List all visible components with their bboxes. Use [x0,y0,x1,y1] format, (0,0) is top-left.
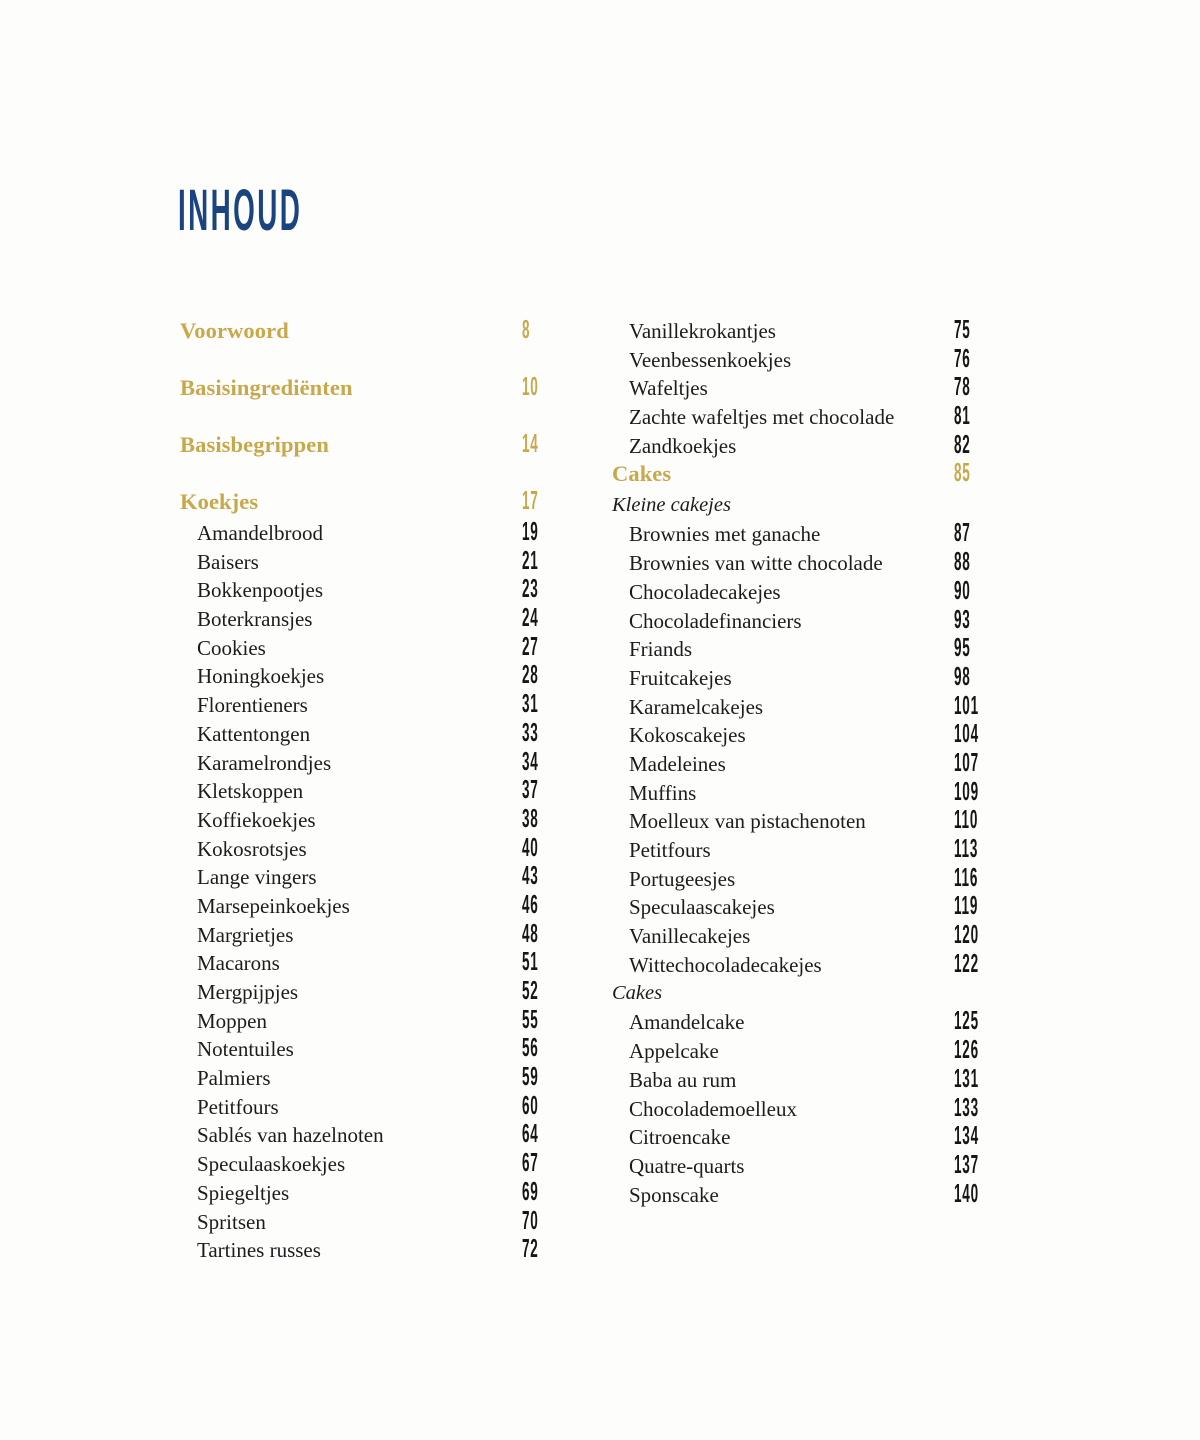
toc-entry[interactable] [180,1204,580,1238]
toc-entry[interactable] [612,689,1012,723]
toc-entry-label: Amandelbrood [197,521,323,545]
toc-entry-label: Speculaaskoekjes [197,1152,346,1177]
toc-entry-label: Appelcake [629,1039,719,1064]
toc-entry[interactable] [612,1177,1012,1211]
toc-entry-page-number: 137 [954,1148,979,1179]
toc-entry-page-number: 43 [522,860,539,891]
toc-entry-page-number: 75 [954,314,971,344]
toc-entry-label: Petitfours [629,838,711,862]
toc-entry[interactable] [612,947,1012,981]
toc-entry-label: Wittechocoladecakejes [629,952,822,977]
toc-entry-label: Florentieners [197,693,308,718]
toc-entry-label: Kokosrotsjes [197,836,307,861]
toc-entry-label: Wafeltjes [629,376,708,401]
toc-entry-label: Zachte wafeltjes met chocolade [629,405,895,430]
toc-entry[interactable] [612,718,1012,751]
toc-entry[interactable] [180,1147,580,1180]
toc-entry[interactable] [612,660,1012,694]
toc-entry[interactable] [612,342,1012,376]
toc-entry[interactable] [180,688,580,721]
toc-entry-page-number: 28 [522,659,539,690]
toc-entry[interactable] [612,1120,1012,1153]
toc-entry-page-number: 27 [522,630,539,661]
toc-entry-page-number: 116 [954,861,979,892]
toc-entry[interactable] [612,890,1012,923]
toc-entry-label: Citroencake [629,1125,731,1150]
toc-entry[interactable] [180,659,580,692]
toc-entry-label: Spiegeltjes [197,1180,290,1205]
toc-entry-page-number: 133 [954,1091,979,1122]
toc-entry-label: Fruitcakejes [629,665,732,690]
toc-entry-page-number: 21 [522,544,539,575]
toc-entry-page-number: 60 [522,1089,539,1120]
toc-entry[interactable] [180,745,580,779]
toc-entry-page-number: 98 [954,660,971,691]
toc-entry[interactable] [612,1034,1012,1067]
toc-entry-label: Palmiers [197,1066,271,1091]
toc-entry-label: Sablés van hazelnoten [197,1123,384,1148]
toc-entry[interactable] [180,946,580,979]
toc-subheading-label: Cakes [612,982,663,1005]
toc-entry[interactable] [612,428,1012,462]
toc-entry-label: Quatre-quarts [629,1153,745,1178]
toc-entry[interactable] [180,802,580,836]
toc-section-heading-page-number: 17 [522,485,539,515]
toc-entry-page-number: 134 [954,1120,979,1151]
toc-entry-label: Tartines russes [197,1238,321,1263]
toc-entry-label: Portugeesjes [629,866,736,891]
toc-entry[interactable] [612,574,1012,608]
toc-entry-label: Spritsen [197,1209,266,1234]
toc-entry-label: Kletskoppen [197,779,304,804]
toc-entry[interactable] [612,1062,1012,1096]
toc-entry-page-number: 122 [954,947,979,978]
toc-entry[interactable] [180,716,580,750]
toc-entry-label: Kokoscakejes [629,723,746,748]
toc-entry-page-number: 82 [954,428,971,459]
toc-entry-page-number: 33 [522,716,539,747]
toc-entry[interactable] [180,1003,580,1037]
toc-entry-page-number: 72 [522,1233,539,1264]
toc-section-heading-page-number: 10 [522,371,539,401]
toc-entry[interactable] [180,1233,580,1266]
toc-entry[interactable] [180,1089,580,1123]
toc-section-heading-label: Koekjes [180,489,259,514]
toc-section-heading[interactable] [180,428,580,489]
toc-entry-page-number: 24 [522,602,539,633]
toc-entry[interactable] [180,860,580,893]
toc-entry-label: Veenbessenkoekjes [629,347,792,372]
toc-entry-label: Brownies met ganache [629,522,821,547]
toc-entry[interactable] [612,1005,1012,1038]
toc-entry-page-number: 38 [522,802,539,833]
toc-entry[interactable] [180,1032,580,1065]
toc-entry-label: Friands [629,637,692,662]
toc-entry-label: Karamelcakejes [629,694,764,719]
toc-entry[interactable] [180,1175,580,1209]
toc-entry-label: Sponscake [629,1182,719,1207]
toc-entry-label: Brownies van witte chocolade [629,551,883,576]
toc-entry[interactable] [180,975,580,1008]
toc-entry-page-number: 125 [954,1005,979,1036]
toc-entry-page-number: 88 [954,546,971,577]
toc-entry-page-number: 87 [954,517,971,548]
toc-entry-page-number: 140 [954,1177,979,1208]
toc-entry-page-number: 23 [522,573,539,604]
toc-subheading[interactable] [612,980,1012,1009]
toc-section-heading-page-number: 8 [522,314,531,344]
toc-entry-label: Moppen [197,1008,267,1033]
toc-entry-page-number: 56 [522,1032,539,1063]
toc-entry[interactable] [612,804,1012,837]
toc-section-heading[interactable] [612,457,1012,492]
toc-section-heading-label: Cakes [612,461,672,487]
toc-entry-label: Zandkoekjes [629,433,737,458]
toc-column-left [180,314,580,1266]
toc-entry-page-number: 81 [954,400,971,431]
toc-entry[interactable] [612,919,1012,952]
toc-entry-page-number: 126 [954,1034,979,1065]
toc-entry[interactable] [612,1091,1012,1125]
toc-entry-label: Cookies [197,635,266,660]
toc-entry-page-number: 107 [954,746,979,777]
toc-entry[interactable] [612,1148,1012,1182]
toc-entry-page-number: 101 [954,689,979,720]
toc-entry-page-number: 120 [954,919,979,950]
toc-entry-label: Chocolademoelleux [629,1096,797,1121]
toc-entry-label: Amandelcake [629,1010,745,1035]
toc-entry-label: Honingkoekjes [197,664,325,689]
toc-entry-page-number: 31 [522,688,539,719]
toc-entry-page-number: 52 [522,975,539,1005]
toc-entry-page-number: 59 [522,1061,539,1092]
toc-entry-page-number: 19 [522,516,539,546]
toc-entry-page-number: 34 [522,745,539,776]
toc-entry-label: Chocoladefinanciers [629,608,802,633]
toc-entry-label: Kattentongen [197,721,311,746]
toc-entry-page-number: 76 [954,342,971,373]
toc-entry[interactable] [612,833,1012,866]
toc-entry-page-number: 46 [522,888,539,919]
toc-entry-label: Bokkenpootjes [197,578,323,603]
toc-entry-label: Moelleux van pistachenoten [629,809,866,834]
toc-entry-label: Koffiekoekjes [197,807,316,832]
toc-entry-label: Chocoladecakejes [629,579,781,604]
toc-entry-label: Vanillecakejes [629,924,751,949]
toc-entry-page-number: 51 [522,946,539,977]
toc-entry-page-number: 95 [954,632,971,663]
toc-entry-page-number: 119 [954,890,979,921]
toc-entry-page-number: 37 [522,774,539,805]
toc-entry-page-number: 70 [522,1204,539,1235]
toc-entry-label: Boterkransjes [197,607,313,632]
toc-entry-page-number: 90 [954,574,971,605]
toc-entry-label: Lange vingers [197,865,317,890]
toc-entry-label: Muffins [629,780,697,805]
toc-entry[interactable] [180,888,580,922]
toc-entry-page-number: 69 [522,1175,539,1206]
toc-entry-page-number: 113 [954,833,979,863]
toc-entry[interactable] [180,516,580,549]
toc-entry[interactable] [180,544,580,578]
toc-section-heading-page-number: 85 [954,457,971,488]
toc-section-heading[interactable] [180,314,580,375]
toc-entry-label: Marsepeinkoekjes [197,893,350,918]
toc-section-heading-label: Basisingrediënten [180,375,353,400]
toc-entry[interactable] [180,774,580,807]
toc-entry-label: Notentuiles [197,1037,294,1062]
toc-entry-label: Baisers [197,549,259,574]
toc-entry-label: Karamelrondjes [197,750,332,775]
toc-section-heading-label: Basisbegrippen [180,432,329,457]
toc-entry-page-number: 78 [954,371,971,402]
toc-entry-label: Macarons [197,951,280,976]
toc-entry[interactable] [612,603,1012,637]
toc-entry[interactable] [612,400,1012,433]
toc-section-heading-label: Voorwoord [180,318,289,343]
toc-section-heading[interactable] [180,485,580,520]
toc-entry-page-number: 64 [522,1118,539,1149]
toc-entry-label: Petitfours [197,1094,279,1119]
toc-entry-page-number: 109 [954,775,979,806]
toc-entry-page-number: 40 [522,831,539,862]
toc-entry[interactable] [180,630,580,664]
toc-entry[interactable] [612,746,1012,780]
toc-entry[interactable] [612,546,1012,579]
toc-entry-page-number: 110 [954,804,979,835]
toc-entry-label: Baba au rum [629,1067,737,1092]
toc-entry[interactable] [180,831,580,865]
toc-subheading-label: Kleine cakejes [612,494,731,517]
toc-entry-page-number: 131 [954,1062,979,1093]
toc-entry-label: Vanillekrokantjes [629,319,776,343]
toc-section-heading[interactable] [180,371,580,432]
page-title: INHOUD [178,178,303,243]
toc-entry[interactable] [612,314,1012,347]
toc-entry-page-number: 67 [522,1147,539,1178]
toc-column-right [612,314,1012,1210]
toc-entry[interactable] [180,1061,580,1094]
toc-entry-page-number: 48 [522,917,539,948]
toc-section-heading-page-number: 14 [522,428,539,458]
toc-entry[interactable] [180,917,580,951]
toc-entry-label: Madeleines [629,751,726,776]
toc-entry-label: Margrietjes [197,922,294,947]
toc-entry[interactable] [180,602,580,635]
toc-entry-label: Speculaascakejes [629,895,775,920]
toc-entry-page-number: 93 [954,603,971,634]
toc-entry[interactable] [612,632,1012,665]
toc-entry[interactable] [180,573,580,606]
toc-entry-label: Mergpijpjes [197,980,299,1004]
toc-entry[interactable] [612,861,1012,895]
toc-subheading[interactable] [612,492,1012,521]
toc-entry-page-number: 55 [522,1003,539,1034]
toc-entry[interactable] [612,517,1012,550]
toc-entry[interactable] [612,775,1012,809]
toc-entry[interactable] [180,1118,580,1151]
toc-entry-page-number: 104 [954,718,979,749]
toc-entry[interactable] [612,371,1012,404]
